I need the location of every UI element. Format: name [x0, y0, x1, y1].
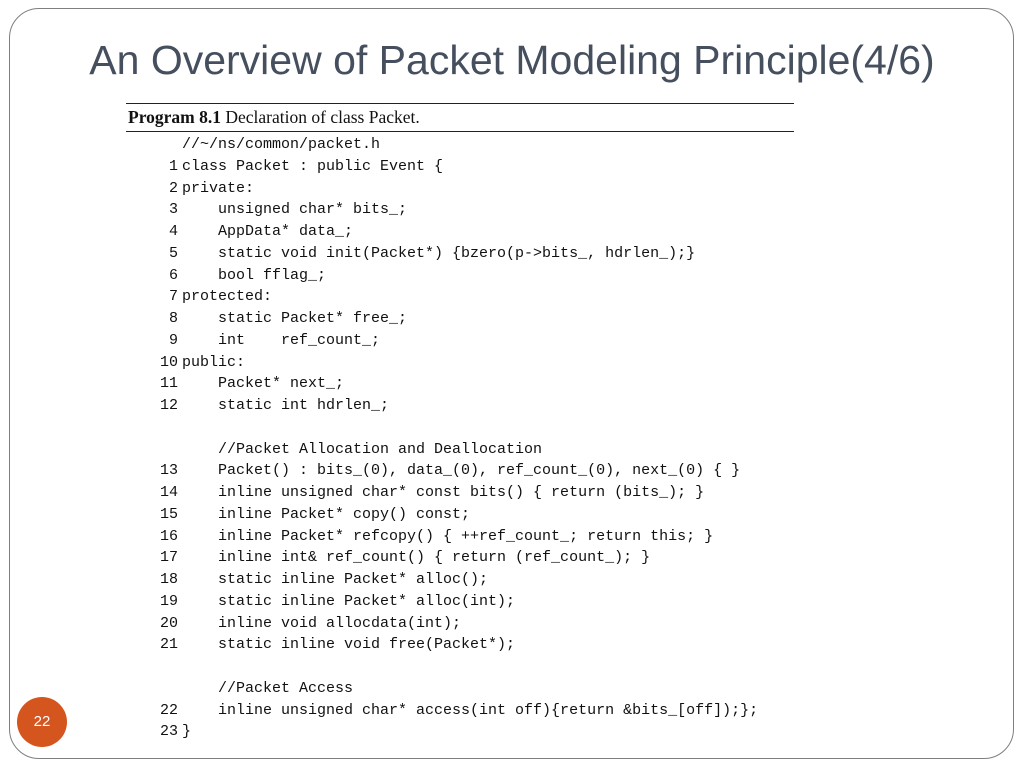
line-code-text: }: [182, 723, 192, 741]
line-code-text: static inline Packet* alloc();: [182, 571, 489, 588]
line-number: [126, 439, 182, 461]
line-number: 19: [159, 592, 178, 610]
line-number: [126, 656, 182, 678]
code-line: [126, 330, 794, 352]
line-number: 12: [159, 397, 178, 414]
line-number: 7: [168, 288, 178, 306]
line-number: 8: [168, 310, 178, 327]
code-line: [126, 700, 794, 722]
line-code-text: inline unsigned char* access(int off){return &bits_[off]);};: [182, 701, 759, 719]
code-line: [126, 265, 794, 287]
code-line: [126, 460, 794, 482]
line-code-text: static Packet* free_;: [182, 310, 408, 327]
line-code-text: //Packet Allocation and Deallocation: [182, 440, 543, 458]
caption-label: Program 8.1: [128, 107, 221, 127]
page-number-badge: 22: [17, 697, 67, 747]
line-number: 6: [168, 266, 178, 284]
code-listing: [126, 103, 794, 743]
code-line: [126, 482, 794, 504]
line-code-text: //Packet Access: [182, 679, 354, 697]
line-code-text: Packet* next_;: [182, 375, 345, 393]
line-number: 3: [168, 201, 178, 219]
line-number: 10: [159, 353, 178, 371]
code-line: [126, 134, 794, 156]
line-number: 20: [159, 614, 178, 632]
line-number: 22: [159, 701, 178, 719]
caption-text: Declaration of class Packet.: [221, 107, 420, 127]
line-code-text: static inline Packet* alloc(int);: [182, 592, 516, 610]
code-line: [126, 352, 794, 374]
line-code-text: Packet() : bits_(0), data_(0), ref_count_(0), next_(0) { }: [182, 462, 741, 480]
slide-title: An Overview of Packet Modeling Principle(4/6): [89, 37, 935, 83]
line-code-text: unsigned char* bits_;: [182, 201, 408, 219]
line-number: [126, 417, 182, 439]
line-code-text: //~/ns/common/packet.h: [182, 136, 381, 153]
code-line: [126, 286, 794, 308]
code-line: [126, 569, 794, 591]
line-code-text: inline int& ref_count() { return (ref_count_); }: [182, 549, 651, 567]
line-code-text: inline Packet* refcopy() { ++ref_count_; return this; }: [182, 527, 714, 545]
line-number: [126, 678, 182, 700]
line-number: 16: [159, 527, 178, 545]
code-line: [126, 634, 794, 656]
code-line: [126, 656, 794, 678]
line-code-text: class Packet : public Event {: [182, 157, 444, 175]
line-number: 13: [159, 462, 178, 480]
line-number: 18: [159, 571, 178, 588]
code-lines: [126, 134, 794, 743]
code-line: [126, 504, 794, 526]
code-line: [126, 221, 794, 243]
code-line: [126, 613, 794, 635]
line-number: 23: [159, 723, 178, 741]
line-code-text: public:: [182, 353, 246, 371]
line-number: 5: [168, 244, 178, 262]
line-code-text: inline Packet* copy() const;: [182, 505, 471, 523]
code-line: [126, 526, 794, 548]
line-code-text: protected:: [182, 288, 273, 306]
line-number: 17: [159, 549, 178, 567]
line-code-text: inline void allocdata(int);: [182, 614, 462, 632]
line-code-text: static inline void free(Packet*);: [182, 636, 516, 654]
line-number: [126, 134, 182, 156]
listing-caption: [126, 104, 794, 131]
line-number: 15: [159, 505, 178, 523]
line-number: 1: [168, 157, 178, 175]
line-code-text: int ref_count_;: [182, 331, 381, 349]
line-number: 14: [159, 484, 178, 501]
line-number: 11: [159, 375, 178, 393]
code-line: [126, 308, 794, 330]
line-code-text: inline unsigned char* const bits() { return (bits_); }: [182, 484, 705, 501]
code-line: [126, 243, 794, 265]
line-code-text: static int hdrlen_;: [182, 397, 390, 414]
line-code-text: bool fflag_;: [182, 266, 327, 284]
code-line: [126, 721, 794, 743]
code-line: [126, 178, 794, 200]
code-line: [126, 678, 794, 700]
line-code-text: AppData* data_;: [182, 223, 354, 240]
code-line: [126, 547, 794, 569]
line-number: 9: [168, 331, 178, 349]
code-line: [126, 373, 794, 395]
line-code-text: static void init(Packet*) {bzero(p->bits_, hdrlen_);}: [182, 244, 696, 262]
code-line: [126, 395, 794, 417]
code-line: [126, 156, 794, 178]
line-number: 21: [159, 636, 178, 654]
code-line: [126, 417, 794, 439]
caption-bottom-rule: [126, 131, 794, 132]
line-number: 2: [168, 179, 178, 197]
line-number: 4: [168, 223, 178, 240]
code-line: [126, 439, 794, 461]
line-code-text: private:: [182, 179, 255, 197]
code-line: [126, 199, 794, 221]
code-line: [126, 591, 794, 613]
